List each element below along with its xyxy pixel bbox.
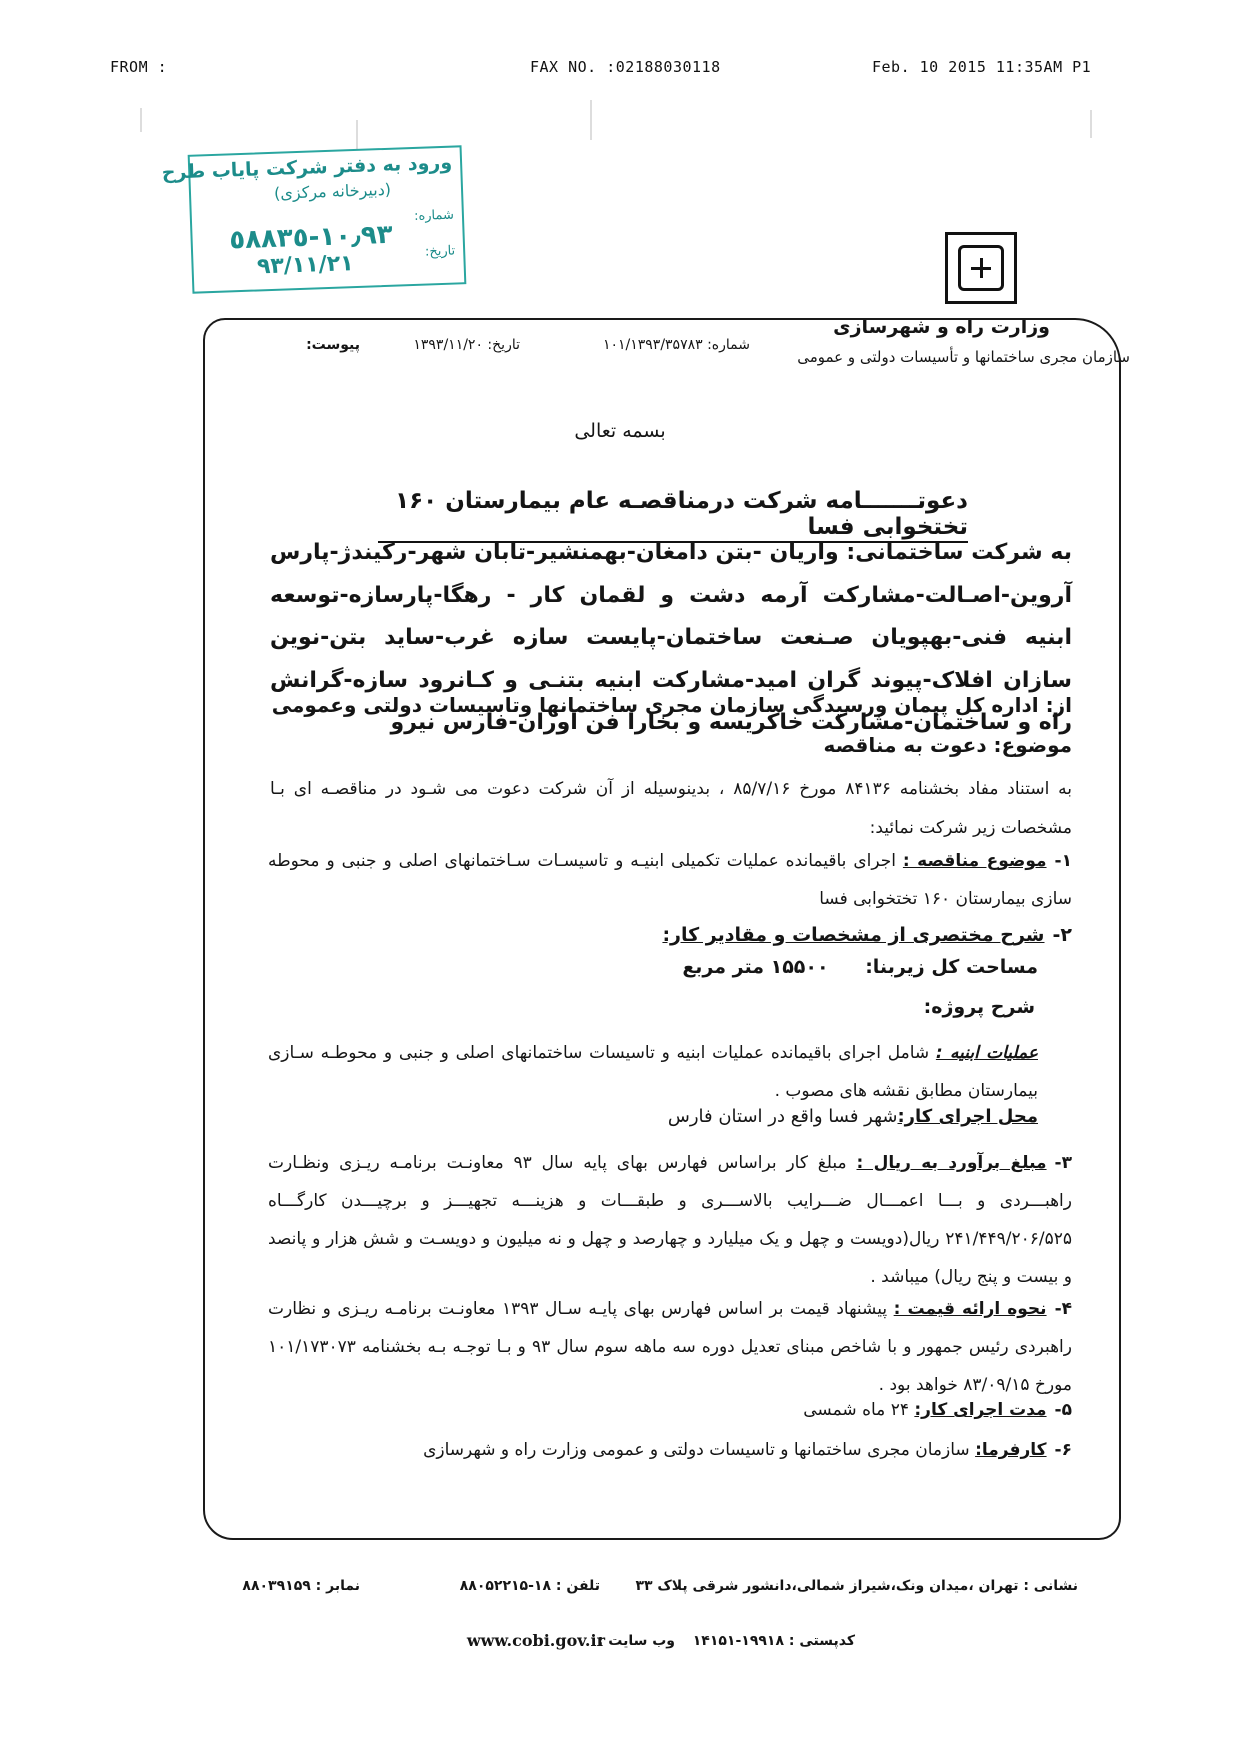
item-3 xyxy=(268,1144,1072,1296)
item-number: ۳- xyxy=(1054,1153,1072,1173)
ministry-name: وزارت راه و شهرسازی xyxy=(833,316,1050,338)
bismillah: بسمه تعالی xyxy=(574,420,666,442)
recipients: به شرکت ساختمانی: واریان -بتن دامغان-بهمنشیر-تابان شهر-رکیندژ-پارس آروین-اصـالت-مشارکت آرمه دشت و لقمان کار - رهگا-پارسازه-توسعه ابنیه فنی-بهپویان صـنعت ساختمان-پایست سازه غرب-ساید بتن-نوین سازان افلاک-پیوند گران امید-مشارکت ابنیه بتنـی و کـانرود سازه-گرانش راه و ساختمان-مشارکت خاکریسه و بخارا فن آوران-فارس نیرو xyxy=(270,540,1072,735)
organization-name: سازمان مجری ساختمانها و تأسیسات دولتی و عمومی xyxy=(797,348,1130,366)
item-text: ۲۴ ماه شمسی xyxy=(803,1400,909,1420)
item-text: سازمان مجری ساختمانها و تاسیسات دولتی و عمومی وزارت راه و شهرسازی xyxy=(423,1440,970,1460)
letter-from: از: اداره کل پیمان ورسیدگی سازمان مجری ساختمانها وتاسیسات دولتی وعمومی xyxy=(271,693,1072,717)
reception-stamp xyxy=(161,145,467,293)
fax-datetime: Feb. 10 2015 11:35AM P1 xyxy=(872,58,1092,76)
ops-label: عملیات ابنیه : xyxy=(935,1043,1038,1063)
letter-attachment: پیوست: xyxy=(306,337,360,353)
footer-postal: کدپستی : ۱۹۹۱۸-۱۴۱۵۱ xyxy=(692,1633,855,1649)
letter-title: دعوتـــــــامه شرکت درمناقصـه عام بیمارستان ۱۶۰ تختخوابی فسا xyxy=(378,488,968,543)
stamp-number-label: شماره: xyxy=(413,207,455,224)
scan-artifact xyxy=(356,120,358,150)
building-operations xyxy=(268,1034,1038,1110)
stamp-title: ورود به دفتر شرکت پایاب طرح xyxy=(161,151,453,184)
item-text: پیشنهاد قیمت بر اساس فهارس بهای پایـه سـال ۱۳۹۳ معاونـت برنامـه ریـزی و نظارت راهبردی رئیس جمهور و با شاخص مبنای تعدیل دوره سه ماهه سوم سال ۹۳ و بـا توجـه بـه بخشنامه ۱۰۱/۱۷۳۰۷۳ مورخ ۸۳/۰۹/۱۵ خواهد بود . xyxy=(268,1299,1072,1395)
location-label: محل اجرای کار: xyxy=(897,1106,1038,1127)
footer-address: نشانی : تهران ،میدان ونک،شیراز شمالی،دانشور شرقی پلاک ۳۳ xyxy=(635,1578,1078,1594)
stamp-number-value: ١٠٫٩٣-٥٨٨٣٥ xyxy=(228,219,394,256)
item-number: ۲- xyxy=(1052,924,1072,946)
item-5 xyxy=(803,1400,1072,1420)
item-label: نحوه ارائه قیمت : xyxy=(893,1299,1047,1319)
item-label: کارفرما: xyxy=(975,1440,1047,1460)
stamp-date-label: تاریخ: xyxy=(424,243,456,260)
item-6 xyxy=(423,1440,1072,1460)
footer-website[interactable]: www.cobi.gov.ir xyxy=(466,1631,605,1650)
letter-number: شماره: ۱۰۱/۱۳۹۳/۳۵۷۸۳ xyxy=(602,337,750,353)
item-4 xyxy=(268,1290,1072,1404)
scan-artifact xyxy=(590,100,592,140)
item-text: اجرای باقیمانده عملیات تکمیلی ابنیـه و تاسیسـات سـاختمانهای اصلی و جنبی و محوطه سازی بیمارستان ۱۶۰ تختخوابی فسا xyxy=(268,851,1072,909)
project-location xyxy=(668,1106,1038,1127)
ministry-logo-icon xyxy=(945,232,1017,304)
item-text: مبلغ کار براساس فهارس بهای پایه سال ۹۳ معاونـت برنامـه ریـزی ونظـارت راهبـــردی و بـــا اعمـــال ضـــرایب بالاســـری و طبقـــات و هزینـــه تجهیـــز و برچیـــدن کارگـــاه ۲۴۱/۴۴۹/۲۰۶/۵۲۵ ریال(دویست و چهل و یک میلیارد و چهارصد و چهل و نه میلیون و دویسـت و شش هزار و پانصد و بیست و پنج ریال) میباشد . xyxy=(268,1153,1072,1287)
letter-date: تاریخ: ۱۳۹۳/۱۱/۲۰ xyxy=(413,337,520,353)
scan-artifact xyxy=(140,108,142,132)
area-unit: متر مربع xyxy=(682,956,764,978)
footer-fax: نمابر : ۸۸۰۳۹۱۵۹ xyxy=(242,1578,360,1594)
letter-subject: موضوع: دعوت به مناقصه xyxy=(823,733,1072,757)
stamp-subtitle: (دبیرخانه مرکزی) xyxy=(273,179,392,203)
project-description-label: شرح پروژه: xyxy=(923,996,1035,1018)
area-value: ۱۵۵۰۰ xyxy=(770,956,829,978)
item-number: ۴- xyxy=(1054,1299,1073,1319)
stamp-date-value: ٩٣/١١/٢١ xyxy=(256,251,354,280)
letter-intro: به استناد مفاد بخشنامه ۸۴۱۳۶ مورخ ۸۵/۷/۱۶ ، بدینوسیله از آن شرکت دعوت می شـود در مناقصـه ای بـا مشخصات زیر شرکت نمائید: xyxy=(270,779,1073,838)
item-label: مبلغ برآورد به ریال : xyxy=(856,1153,1047,1173)
item-2 xyxy=(268,916,1072,954)
scan-artifact xyxy=(1090,110,1092,138)
fax-number: FAX NO. :02188030118 xyxy=(530,58,721,76)
total-area xyxy=(682,956,1038,978)
fax-from: FROM : xyxy=(110,58,168,76)
ops-text: شامل اجرای باقیمانده عملیات ابنیه و تاسیسات ساختمانهای اصلی و جنبی و محوطـه سـازی بیمارستان مطابق نقشه های مصوب . xyxy=(268,1043,1038,1101)
item-label: شرح مختصری از مشخصات و مقادیر کار: xyxy=(662,924,1045,946)
item-number: ۵- xyxy=(1054,1400,1072,1420)
footer-website-label: وب سایت : xyxy=(597,1633,675,1649)
item-label: موضوع مناقصه : xyxy=(902,851,1047,871)
area-label: مساحت کل زیربنا: xyxy=(865,956,1038,978)
item-number: ۱- xyxy=(1054,851,1072,871)
location-text: شهر فسا واقع در استان فارس xyxy=(667,1106,898,1127)
item-number: ۶- xyxy=(1054,1440,1072,1460)
item-label: مدت اجرای کار: xyxy=(914,1400,1047,1420)
footer-phone: تلفن : ۱۸-۸۸۰۵۲۲۱۵ xyxy=(459,1578,600,1594)
item-1 xyxy=(268,842,1072,918)
